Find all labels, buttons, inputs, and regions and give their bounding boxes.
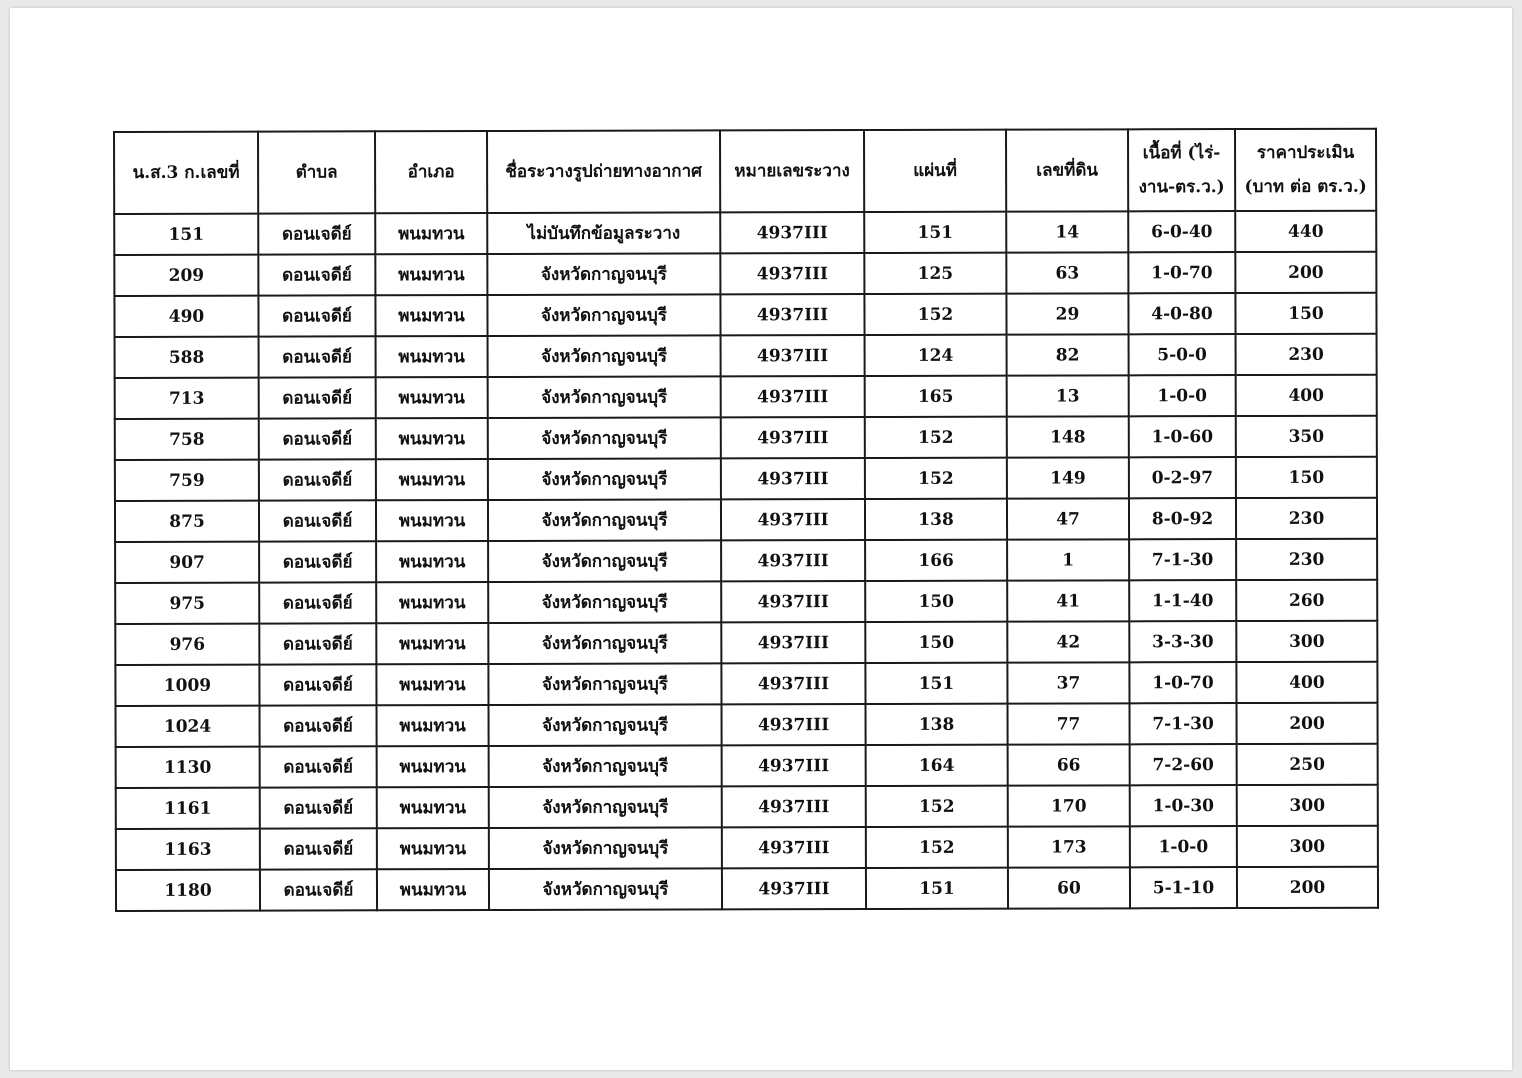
cell-map-sheet: 150: [865, 581, 1007, 622]
table-row: [115, 539, 1377, 583]
cell-sheet-number: 4937III: [722, 827, 866, 868]
cell-district: พนมทวน: [376, 623, 488, 664]
cell-parcel-number: 60: [1008, 867, 1130, 908]
table-row: [114, 293, 1376, 337]
cell-sheet-number: 4937III: [721, 335, 865, 376]
cell-aerial-sheet-name: ไม่บันทึกข้อมูลระวาง: [487, 212, 720, 254]
cell-sheet-number: 4937III: [720, 294, 864, 335]
cell-district: พนมทวน: [376, 541, 488, 582]
cell-area: 1-0-0: [1129, 375, 1236, 416]
cell-map-sheet: 152: [865, 417, 1007, 458]
cell-subdistrict: ดอนเจดีย์: [259, 582, 376, 623]
table-row: [115, 375, 1377, 419]
cell-ns3-number: 758: [115, 419, 259, 460]
cell-subdistrict: ดอนเจดีย์: [258, 213, 375, 254]
table-row: [115, 498, 1377, 542]
cell-map-sheet: 152: [865, 458, 1007, 499]
table-row: [114, 252, 1376, 296]
cell-parcel-number: 82: [1007, 334, 1129, 375]
cell-district: พนมทวน: [377, 869, 489, 910]
cell-parcel-number: 148: [1007, 416, 1129, 457]
cell-sheet-number: 4937III: [721, 499, 865, 540]
table-row: [116, 744, 1378, 788]
cell-ns3-number: 1130: [116, 747, 260, 788]
cell-aerial-sheet-name: จังหวัดกาญจนบุรี: [488, 499, 721, 541]
cell-appraised-price: 230: [1236, 539, 1377, 580]
cell-map-sheet: 164: [866, 745, 1008, 786]
cell-district: พนมทวน: [377, 746, 489, 787]
cell-district: พนมทวน: [376, 377, 488, 418]
cell-subdistrict: ดอนเจดีย์: [260, 869, 377, 910]
cell-sheet-number: 4937III: [721, 417, 865, 458]
cell-subdistrict: ดอนเจดีย์: [259, 336, 376, 377]
cell-sheet-number: 4937III: [721, 622, 865, 663]
cell-district: พนมทวน: [376, 418, 488, 459]
cell-aerial-sheet-name: จังหวัดกาญจนบุรี: [488, 581, 721, 623]
cell-aerial-sheet-name: จังหวัดกาญจนบุรี: [488, 335, 721, 377]
cell-subdistrict: ดอนเจดีย์: [260, 705, 377, 746]
table-body: [114, 211, 1378, 911]
cell-subdistrict: ดอนเจดีย์: [259, 418, 376, 459]
cell-ns3-number: 875: [115, 501, 259, 542]
cell-ns3-number: 151: [114, 214, 258, 255]
table-row: [115, 662, 1377, 706]
cell-appraised-price: 440: [1235, 211, 1376, 252]
cell-district: พนมทวน: [377, 705, 489, 746]
cell-area: 7-1-30: [1130, 703, 1237, 744]
column-header-parcel-number: เลขที่ดิน: [1006, 129, 1128, 211]
cell-appraised-price: 150: [1236, 457, 1377, 498]
cell-aerial-sheet-name: จังหวัดกาญจนบุรี: [488, 663, 721, 705]
cell-area: 1-0-70: [1128, 252, 1235, 293]
cell-district: พนมทวน: [375, 254, 487, 295]
cell-ns3-number: 209: [114, 255, 258, 296]
cell-subdistrict: ดอนเจดีย์: [258, 295, 375, 336]
cell-aerial-sheet-name: จังหวัดกาญจนบุรี: [487, 253, 720, 295]
cell-area: 4-0-80: [1128, 293, 1235, 334]
cell-subdistrict: ดอนเจดีย์: [259, 664, 376, 705]
cell-sheet-number: 4937III: [722, 868, 866, 909]
cell-map-sheet: 151: [864, 212, 1006, 253]
cell-area: 7-1-30: [1129, 539, 1236, 580]
cell-sheet-number: 4937III: [721, 581, 865, 622]
cell-district: พนมทวน: [377, 828, 489, 869]
cell-subdistrict: ดอนเจดีย์: [258, 254, 375, 295]
cell-district: พนมทวน: [376, 582, 488, 623]
table-row: [115, 334, 1377, 378]
cell-area: 6-0-40: [1128, 211, 1235, 252]
cell-parcel-number: 66: [1008, 744, 1130, 785]
cell-parcel-number: 47: [1007, 498, 1129, 539]
column-header-area: เนื้อที่ (ไร่-งาน-ตร.ว.): [1128, 129, 1235, 211]
cell-sheet-number: 4937III: [721, 663, 865, 704]
cell-ns3-number: 588: [115, 337, 259, 378]
cell-district: พนมทวน: [376, 336, 488, 377]
cell-district: พนมทวน: [375, 213, 487, 254]
table-row: [115, 416, 1377, 460]
cell-area: 1-1-40: [1129, 580, 1236, 621]
cell-ns3-number: 976: [115, 624, 259, 665]
cell-ns3-number: 759: [115, 460, 259, 501]
cell-aerial-sheet-name: จังหวัดกาญจนบุรี: [488, 458, 721, 500]
cell-sheet-number: 4937III: [722, 745, 866, 786]
cell-subdistrict: ดอนเจดีย์: [259, 541, 376, 582]
cell-appraised-price: 230: [1236, 334, 1377, 375]
column-header-district: อำเภอ: [375, 131, 487, 213]
cell-district: พนมทวน: [377, 787, 489, 828]
cell-area: 1-0-30: [1130, 785, 1237, 826]
cell-subdistrict: ดอนเจดีย์: [259, 500, 376, 541]
column-header-appraised-price: ราคาประเมิน (บาท ต่อ ตร.ว.): [1235, 129, 1376, 211]
cell-map-sheet: 138: [865, 499, 1007, 540]
cell-sheet-number: 4937III: [720, 253, 864, 294]
cell-subdistrict: ดอนเจดีย์: [260, 746, 377, 787]
cell-subdistrict: ดอนเจดีย์: [260, 828, 377, 869]
cell-district: พนมทวน: [376, 459, 488, 500]
cell-appraised-price: 150: [1235, 293, 1376, 334]
cell-ns3-number: 975: [115, 583, 259, 624]
cell-ns3-number: 1161: [116, 788, 260, 829]
cell-aerial-sheet-name: จังหวัดกาญจนบุรี: [487, 294, 720, 336]
table-header-row: [114, 129, 1376, 214]
column-header-aerial-sheet-name: ชื่อระวางรูปถ่ายทางอากาศ: [487, 130, 720, 213]
cell-sheet-number: 4937III: [721, 540, 865, 581]
cell-parcel-number: 63: [1006, 252, 1128, 293]
cell-subdistrict: ดอนเจดีย์: [259, 623, 376, 664]
cell-parcel-number: 77: [1008, 703, 1130, 744]
cell-appraised-price: 300: [1237, 826, 1378, 867]
cell-map-sheet: 152: [864, 294, 1006, 335]
cell-subdistrict: ดอนเจดีย์: [260, 787, 377, 828]
cell-appraised-price: 230: [1236, 498, 1377, 539]
cell-appraised-price: 200: [1237, 703, 1378, 744]
cell-appraised-price: 300: [1236, 621, 1377, 662]
cell-ns3-number: 907: [115, 542, 259, 583]
cell-map-sheet: 166: [865, 540, 1007, 581]
table-row: [115, 457, 1377, 501]
cell-map-sheet: 165: [865, 376, 1007, 417]
cell-subdistrict: ดอนเจดีย์: [259, 459, 376, 500]
cell-aerial-sheet-name: จังหวัดกาญจนบุรี: [489, 868, 722, 910]
table-row: [116, 703, 1378, 747]
cell-appraised-price: 250: [1237, 744, 1378, 785]
cell-aerial-sheet-name: จังหวัดกาญจนบุรี: [489, 786, 722, 828]
cell-sheet-number: 4937III: [722, 786, 866, 827]
cell-district: พนมทวน: [376, 664, 488, 705]
cell-sheet-number: 4937III: [720, 212, 864, 253]
cell-ns3-number: 1163: [116, 829, 260, 870]
table-row: [116, 867, 1378, 911]
column-header-sheet-number: หมายเลขระวาง: [720, 130, 864, 212]
cell-area: 5-1-10: [1130, 867, 1237, 908]
cell-aerial-sheet-name: จังหวัดกาญจนบุรี: [489, 827, 722, 869]
cell-area: 1-0-70: [1129, 662, 1236, 703]
table-row: [116, 826, 1378, 870]
cell-parcel-number: 149: [1007, 457, 1129, 498]
cell-parcel-number: 42: [1007, 621, 1129, 662]
cell-map-sheet: 124: [865, 335, 1007, 376]
cell-aerial-sheet-name: จังหวัดกาญจนบุรี: [488, 376, 721, 418]
table-row: [115, 621, 1377, 665]
document-page: [10, 8, 1512, 1070]
cell-sheet-number: 4937III: [721, 376, 865, 417]
cell-map-sheet: 152: [866, 786, 1008, 827]
cell-parcel-number: 14: [1006, 211, 1128, 252]
column-header-ns3-number: น.ส.3 ก.เลขที่: [114, 132, 258, 214]
table-row: [114, 211, 1376, 255]
cell-appraised-price: 200: [1237, 867, 1378, 908]
cell-district: พนมทวน: [375, 295, 487, 336]
cell-parcel-number: 37: [1007, 662, 1129, 703]
cell-ns3-number: 713: [115, 378, 259, 419]
cell-parcel-number: 13: [1007, 375, 1129, 416]
land-appraisal-table: [113, 128, 1379, 912]
cell-map-sheet: 125: [864, 253, 1006, 294]
cell-subdistrict: ดอนเจดีย์: [259, 377, 376, 418]
cell-parcel-number: 1: [1007, 539, 1129, 580]
cell-aerial-sheet-name: จังหวัดกาญจนบุรี: [488, 540, 721, 582]
column-header-subdistrict: ตำบล: [258, 131, 375, 213]
cell-area: 1-0-0: [1130, 826, 1237, 867]
cell-appraised-price: 260: [1236, 580, 1377, 621]
cell-sheet-number: 4937III: [722, 704, 866, 745]
cell-appraised-price: 350: [1236, 416, 1377, 457]
cell-aerial-sheet-name: จังหวัดกาญจนบุรี: [488, 417, 721, 459]
cell-ns3-number: 1009: [115, 665, 259, 706]
cell-ns3-number: 1024: [116, 706, 260, 747]
cell-area: 0-2-97: [1129, 457, 1236, 498]
cell-district: พนมทวน: [376, 500, 488, 541]
cell-aerial-sheet-name: จังหวัดกาญจนบุรี: [488, 622, 721, 664]
table-row: [116, 785, 1378, 829]
cell-aerial-sheet-name: จังหวัดกาญจนบุรี: [489, 745, 722, 787]
cell-appraised-price: 200: [1235, 252, 1376, 293]
cell-area: 7-2-60: [1130, 744, 1237, 785]
cell-area: 1-0-60: [1129, 416, 1236, 457]
cell-sheet-number: 4937III: [721, 458, 865, 499]
cell-appraised-price: 400: [1236, 662, 1377, 703]
cell-area: 8-0-92: [1129, 498, 1236, 539]
cell-ns3-number: 490: [114, 296, 258, 337]
cell-map-sheet: 151: [865, 663, 1007, 704]
cell-aerial-sheet-name: จังหวัดกาญจนบุรี: [489, 704, 722, 746]
cell-map-sheet: 138: [866, 704, 1008, 745]
cell-ns3-number: 1180: [116, 870, 260, 911]
cell-parcel-number: 41: [1007, 580, 1129, 621]
cell-appraised-price: 300: [1237, 785, 1378, 826]
cell-parcel-number: 29: [1006, 293, 1128, 334]
cell-map-sheet: 151: [866, 868, 1008, 909]
cell-map-sheet: 150: [865, 622, 1007, 663]
cell-area: 5-0-0: [1129, 334, 1236, 375]
cell-parcel-number: 173: [1008, 826, 1130, 867]
cell-parcel-number: 170: [1008, 785, 1130, 826]
column-header-map-sheet: แผ่นที่: [864, 130, 1006, 212]
cell-area: 3-3-30: [1129, 621, 1236, 662]
table-row: [115, 580, 1377, 624]
cell-appraised-price: 400: [1236, 375, 1377, 416]
cell-map-sheet: 152: [866, 827, 1008, 868]
